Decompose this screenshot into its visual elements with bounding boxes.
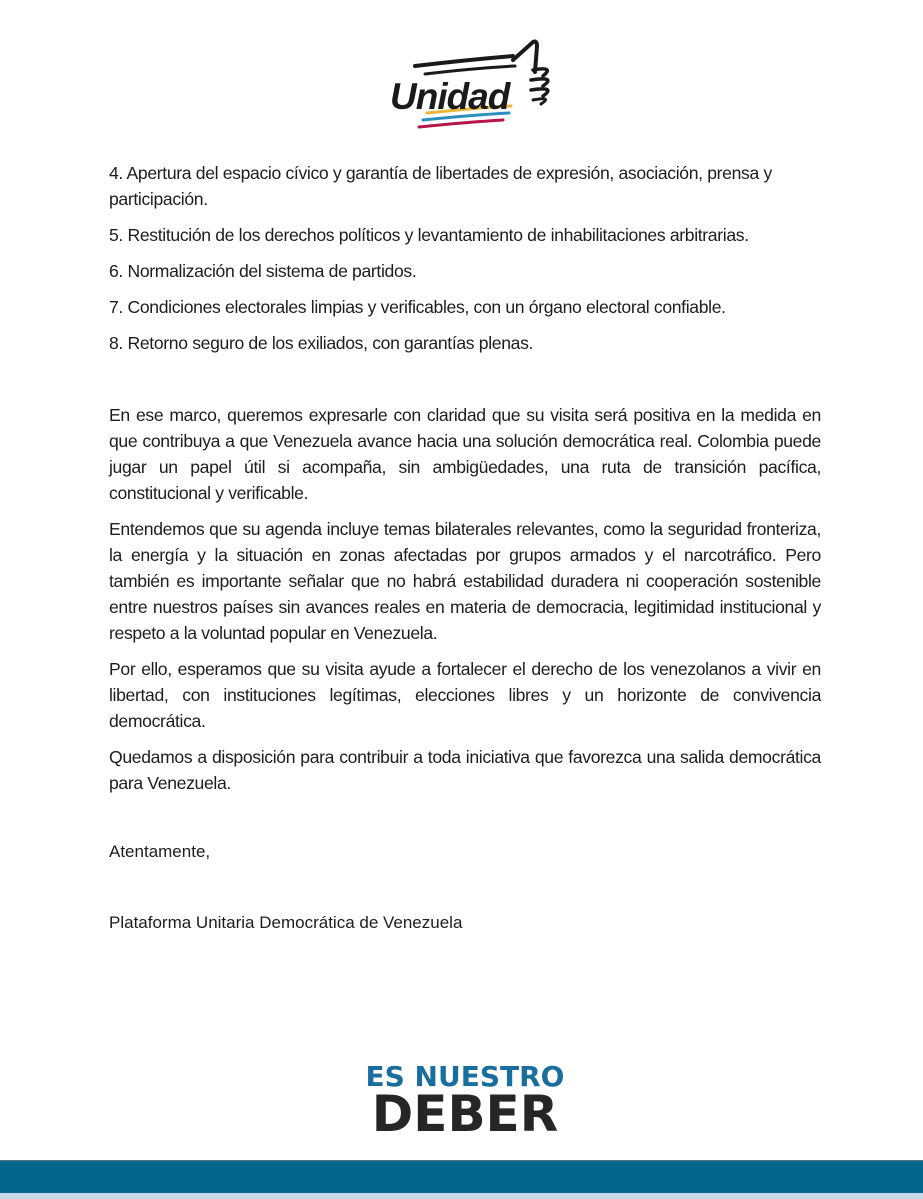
slogan-bottom: DEBER — [371, 1085, 559, 1143]
es-nuestro-deber-logo — [365, 1060, 565, 1143]
letter-body — [109, 160, 821, 806]
list-item: 5. Restitución de los derechos políticos y levantamiento de inhabilitaciones arbitrarias. — [109, 225, 749, 245]
footer-shadow — [0, 1193, 923, 1199]
list-item: 6. Normalización del sistema de partidos. — [109, 261, 417, 281]
spacer — [109, 366, 821, 402]
footer-bar — [0, 1160, 923, 1194]
paragraph: Quedamos a disposición para contribuir a toda iniciativa que favorezca una salida democrática para Venezuela. — [109, 747, 821, 793]
slogan-top: ES NUESTRO — [365, 1060, 565, 1093]
paragraph: En ese marco, queremos expresarle con claridad que su visita será positiva en la medida en que contribuya a que Venezuela avance hacia una solución democrática real. Colombia puede jugar un papel útil si acompaña, sin ambigüedades, una ruta de transición pacífica, constitucional y verificable. — [109, 405, 821, 503]
unidad-logo-text: Unidad — [390, 76, 510, 117]
signature: Plataforma Unitaria Democrática de Venezuela — [109, 913, 463, 932]
list-item: 7. Condiciones electorales limpias y verificables, con un órgano electoral confiable. — [109, 297, 726, 317]
list-item: 8. Retorno seguro de los exiliados, con garantías plenas. — [109, 333, 534, 353]
closing-salutation: Atentamente, — [109, 842, 211, 861]
list-item: 4. Apertura del espacio cívico y garantía de libertades de expresión, asociación, prensa y participación. — [109, 163, 772, 209]
unidad-logo — [385, 36, 565, 136]
paragraph: Entendemos que su agenda incluye temas bilaterales relevantes, como la seguridad fronteriza, la energía y la situación en zonas afectadas por grupos armados y el narcotráfico. Pero también es importante señalar que no habrá estabilidad duradera ni cooperación sostenible entre nuestros países sin avances reales en materia de democracia, legitimidad institucional y respeto a la voluntad popular en Venezuela. — [109, 519, 821, 643]
paragraph: Por ello, esperamos que su visita ayude a fortalecer el derecho de los venezolanos a vivir en libertad, con instituciones legítimas, elecciones libres y un horizonte de convivencia democrática. — [109, 659, 821, 731]
